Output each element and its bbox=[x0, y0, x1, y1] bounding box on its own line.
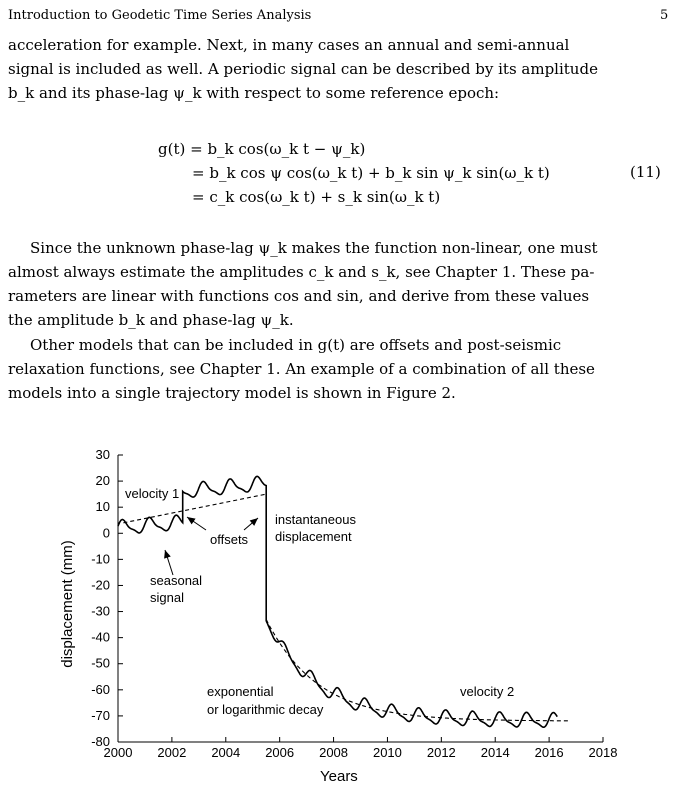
x-tick-label: 2008 bbox=[319, 745, 349, 760]
x-tick-label: 2016 bbox=[534, 745, 564, 760]
text-line: Since the unknown phase-lag ψ_k makes the function non-linear, one must bbox=[30, 239, 598, 257]
annotation-offsets: offsets bbox=[210, 532, 249, 547]
text-line: models into a single trajectory model is shown in Figure 2. bbox=[8, 384, 456, 402]
annotation-velocity-2: velocity 2 bbox=[460, 684, 515, 699]
paragraph-1 bbox=[8, 33, 668, 105]
x-tick-label: 2006 bbox=[265, 745, 295, 760]
text-line: signal is included as well. A periodic signal can be described by its amplitude bbox=[8, 60, 598, 78]
y-tick-label: -40 bbox=[91, 629, 110, 645]
annotation-signal: signal bbox=[150, 590, 184, 605]
x-tick-label: 2014 bbox=[480, 745, 510, 760]
text-line: almost always estimate the amplitudes c_k and s_k, see Chapter 1. These pa- bbox=[8, 263, 595, 281]
chart-axes bbox=[118, 455, 603, 742]
x-tick-label: 2018 bbox=[588, 745, 618, 760]
y-tick-label: -50 bbox=[91, 655, 110, 671]
paragraph-3 bbox=[8, 333, 668, 405]
y-tick-label: -70 bbox=[91, 707, 110, 723]
y-tick-label: 30 bbox=[95, 447, 110, 462]
y-tick-label: 20 bbox=[95, 473, 110, 489]
annotation-instantaneous: instantaneous bbox=[275, 512, 356, 527]
x-tick-label: 2004 bbox=[211, 745, 241, 760]
x-tick-label: 2002 bbox=[157, 745, 187, 760]
y-tick-label: 10 bbox=[95, 499, 110, 515]
text-line: the amplitude b_k and phase-lag ψ_k. bbox=[8, 311, 294, 329]
equation-row: = c_k cos(ω_k t) + s_k sin(ω_k t) bbox=[192, 188, 441, 206]
text-line: b_k and its phase-lag ψ_k with respect to some reference epoch: bbox=[8, 84, 500, 102]
annotation-velocity-1: velocity 1 bbox=[125, 486, 180, 501]
equation-number: (11) bbox=[630, 163, 661, 181]
y-tick-label: -20 bbox=[91, 577, 110, 593]
y-tick-label: 0 bbox=[102, 525, 110, 541]
x-axis-label: Years bbox=[320, 768, 358, 785]
text-line: rameters are linear with functions cos and sin, and derive from these values bbox=[8, 287, 590, 305]
x-tick-label: 2000 bbox=[103, 745, 133, 760]
annotation-displacement: displacement bbox=[275, 529, 352, 544]
paragraph-2 bbox=[8, 236, 668, 332]
y-tick-label: -60 bbox=[91, 681, 110, 697]
equation-row: = b_k cos ψ cos(ω_k t) + b_k sin ψ_k sin(ω_k t) bbox=[192, 164, 550, 182]
text-line: Other models that can be included in g(t) are offsets and post-seismic bbox=[30, 336, 562, 354]
annotation-seasonal: seasonal bbox=[150, 573, 203, 588]
y-axis-label: displacement (mm) bbox=[59, 540, 76, 668]
text-line: relaxation functions, see Chapter 1. An example of a combination of all these bbox=[8, 360, 595, 378]
seasonal-arrow-head bbox=[164, 550, 171, 559]
y-tick-label: -80 bbox=[91, 734, 110, 749]
equation-block bbox=[158, 137, 668, 209]
equation-row: g(t) = b_k cos(ω_k t − ψ_k) bbox=[158, 140, 366, 158]
x-tick-label: 2010 bbox=[372, 745, 402, 760]
annotation-exponential: exponential bbox=[207, 684, 274, 699]
page-number: 5 bbox=[660, 8, 669, 23]
x-tick-label: 2012 bbox=[426, 745, 456, 760]
text-line: acceleration for example. Next, in many cases an annual and semi-annual bbox=[8, 36, 570, 54]
annotation-decay: or logarithmic decay bbox=[207, 702, 324, 717]
trajectory-chart bbox=[0, 440, 676, 790]
y-tick-label: -30 bbox=[91, 603, 110, 619]
y-tick-label: -10 bbox=[91, 551, 110, 567]
offsets-arrow-left-head bbox=[187, 517, 196, 524]
running-header-title: Introduction to Geodetic Time Series Analysis bbox=[8, 8, 312, 23]
